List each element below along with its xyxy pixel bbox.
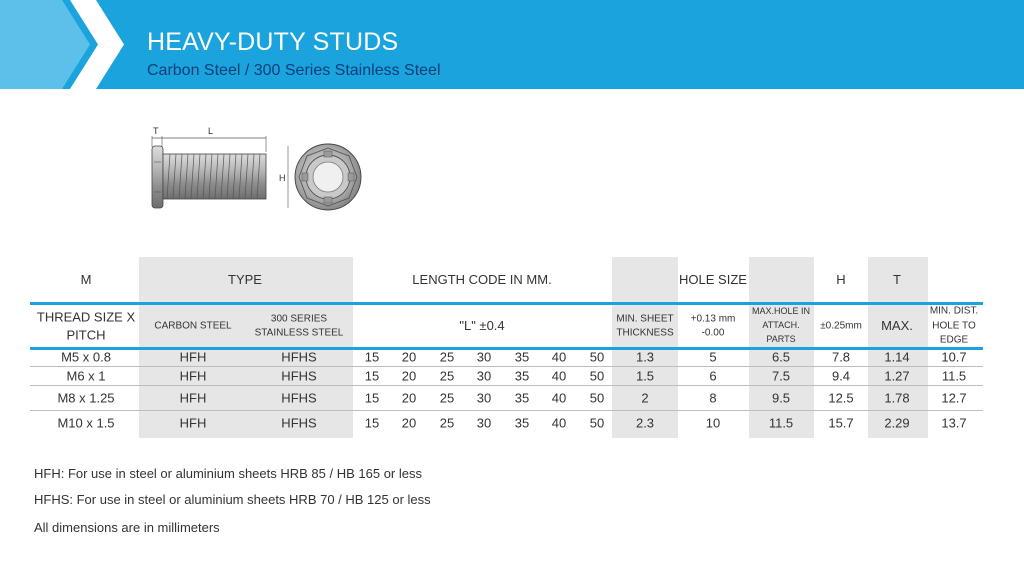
row-length-cell: 35: [514, 415, 530, 431]
page-title: HEAVY-DUTY STUDS: [147, 28, 399, 56]
dim-label-l: L: [208, 126, 214, 136]
row-max-hole-cell: 6.5: [771, 349, 791, 365]
row-length-cell: 20: [401, 349, 417, 365]
row-length-cell: 40: [551, 390, 567, 406]
row-min-dist-cell: 10.7: [941, 349, 967, 365]
row-stainless-cell: HFHS: [281, 415, 317, 431]
row-length-cell: 35: [514, 349, 530, 365]
stud-drawing: [140, 122, 370, 214]
row-min-sheet-cell: 2: [641, 390, 649, 406]
row-length-cell: 40: [551, 368, 567, 384]
row-max-hole-cell: 9.5: [771, 390, 791, 406]
row-divider: [30, 385, 983, 386]
row-length-cell: 25: [439, 415, 455, 431]
row-max-hole-cell: 7.5: [771, 368, 791, 384]
row-length-cell: 20: [401, 390, 417, 406]
row-min-sheet-cell: 1.5: [635, 368, 655, 384]
row-thread-cell: M5 x 0.8: [61, 349, 111, 365]
subheader-stainless: 300 SERIES STAINLESS STEEL: [254, 313, 344, 338]
header-banner: [0, 0, 1024, 89]
row-length-cell: 15: [364, 349, 380, 365]
row-length-cell: 20: [401, 368, 417, 384]
row-h-cell: 12.5: [828, 390, 854, 406]
row-stainless-cell: HFHS: [281, 390, 317, 406]
header-top-rule: [30, 302, 983, 305]
row-min-dist-cell: 12.7: [941, 390, 967, 406]
row-length-cell: 15: [364, 390, 380, 406]
subheader-t-max: MAX.: [881, 318, 913, 334]
row-thread-cell: M8 x 1.25: [57, 390, 115, 406]
row-h-cell: 7.8: [831, 349, 851, 365]
row-length-cell: 25: [439, 349, 455, 365]
row-max-hole-cell: 11.5: [768, 415, 794, 431]
subheader-min-dist: MIN. DIST. HOLE TO EDGE: [929, 305, 979, 346]
row-length-cell: 30: [476, 349, 492, 365]
row-min-sheet-cell: 1.3: [635, 349, 655, 365]
chevron-decoration-icon: [0, 0, 130, 89]
row-carbon-cell: HFH: [179, 349, 207, 365]
row-length-cell: 25: [439, 368, 455, 384]
row-h-cell: 15.7: [828, 415, 854, 431]
row-min-dist-cell: 11.5: [941, 368, 967, 384]
row-t-cell: 2.29: [884, 415, 910, 431]
dim-label-h: H: [279, 173, 286, 183]
note-units: All dimensions are in millimeters: [34, 520, 220, 535]
row-min-sheet-cell: 2.3: [635, 415, 655, 431]
row-length-cell: 50: [589, 368, 605, 384]
subheader-h-tolerance: ±0.25mm: [820, 320, 862, 332]
subheader-hole-tolerance: +0.13 mm -0.00: [690, 313, 736, 338]
row-t-cell: 1.27: [884, 368, 910, 384]
row-t-cell: 1.78: [884, 390, 910, 406]
row-length-cell: 15: [364, 415, 380, 431]
row-length-cell: 40: [551, 349, 567, 365]
row-thread-cell: M10 x 1.5: [57, 415, 115, 431]
subheader-carbon-steel: CARBON STEEL: [154, 320, 232, 332]
col-header-m: M: [80, 272, 92, 287]
subheader-max-hole: MAX.HOLE IN ATTACH. PARTS: [751, 306, 811, 344]
row-min-dist-cell: 13.7: [941, 415, 967, 431]
row-hole-cell: 8: [709, 390, 717, 406]
row-length-cell: 40: [551, 415, 567, 431]
row-length-cell: 50: [589, 415, 605, 431]
row-carbon-cell: HFH: [179, 368, 207, 384]
col-header-type: TYPE: [228, 272, 262, 287]
col-header-length: LENGTH CODE IN MM.: [412, 272, 552, 287]
row-hole-cell: 5: [709, 349, 717, 365]
note-hfhs: HFHS: For use in steel or aluminium sheets HRB 70 / HB 125 or less: [34, 492, 431, 507]
row-length-cell: 30: [476, 415, 492, 431]
subheader-length-tolerance: "L" ±0.4: [459, 318, 505, 334]
col-header-t: T: [893, 272, 901, 287]
row-divider: [30, 410, 983, 411]
row-length-cell: 35: [514, 390, 530, 406]
row-hole-cell: 6: [709, 368, 717, 384]
row-thread-cell: M6 x 1: [66, 368, 106, 384]
row-length-cell: 15: [364, 368, 380, 384]
row-stainless-cell: HFHS: [281, 368, 317, 384]
subheader-min-sheet: MIN. SHEET THICKNESS: [616, 313, 674, 338]
row-h-cell: 9.4: [831, 368, 851, 384]
page-subtitle: Carbon Steel / 300 Series Stainless Steel: [147, 62, 441, 79]
row-stainless-cell: HFHS: [281, 349, 317, 365]
row-length-cell: 50: [589, 349, 605, 365]
row-t-cell: 1.14: [884, 349, 910, 365]
subheader-thread: THREAD SIZE X PITCH: [36, 309, 136, 342]
row-length-cell: 50: [589, 390, 605, 406]
dim-label-t: T: [153, 126, 159, 136]
row-length-cell: 25: [439, 390, 455, 406]
col-header-h: H: [836, 272, 846, 287]
row-length-cell: 35: [514, 368, 530, 384]
row-length-cell: 20: [401, 415, 417, 431]
row-carbon-cell: HFH: [179, 390, 207, 406]
row-carbon-cell: HFH: [179, 415, 207, 431]
note-hfh: HFH: For use in steel or aluminium sheets HRB 85 / HB 165 or less: [34, 466, 422, 481]
row-divider: [30, 366, 983, 367]
row-length-cell: 30: [476, 390, 492, 406]
row-hole-cell: 10: [705, 415, 721, 431]
row-length-cell: 30: [476, 368, 492, 384]
col-header-hole-size: HOLE SIZE: [679, 272, 747, 287]
